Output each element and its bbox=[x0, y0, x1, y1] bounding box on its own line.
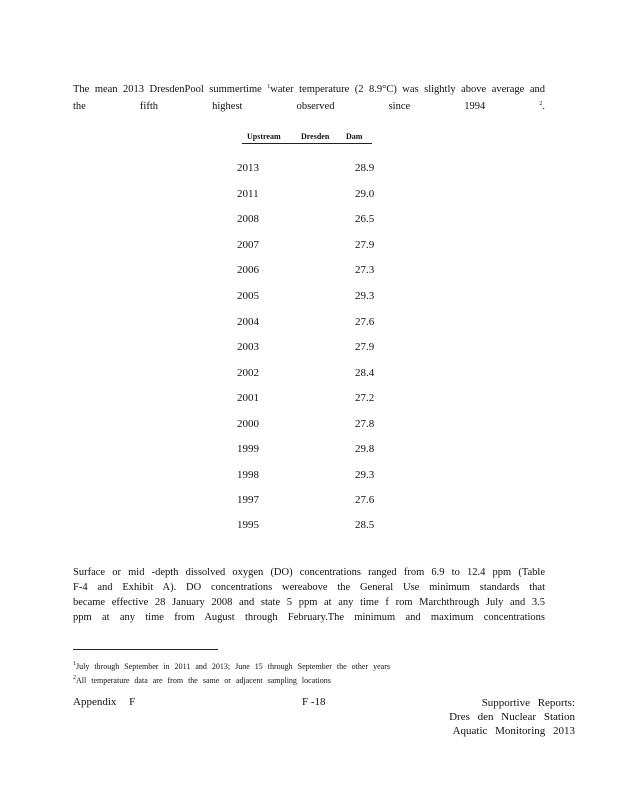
table-year: 2008 bbox=[237, 213, 259, 225]
footer-appendix: Appendix F bbox=[73, 696, 136, 708]
table-value: 27.6 bbox=[355, 316, 375, 328]
table-value: 27.8 bbox=[355, 418, 375, 430]
intro-text-a: The mean 2013 DresdenPool summertime bbox=[73, 84, 262, 95]
table-year: 2000 bbox=[237, 418, 259, 430]
footnote-1-text: July through September in 2011 and 2013; June 15 through September the other years bbox=[76, 662, 390, 671]
do-paragraph bbox=[73, 565, 545, 625]
table-value: 27.9 bbox=[355, 341, 375, 353]
footnote-1 bbox=[73, 661, 390, 671]
table-year: 2006 bbox=[237, 264, 259, 276]
footnote-1-mark: 1 bbox=[73, 661, 76, 667]
table-header-rule bbox=[242, 143, 372, 144]
table-year: 1998 bbox=[237, 469, 259, 481]
table-value: 28.5 bbox=[355, 519, 375, 531]
table-year: 1995 bbox=[237, 519, 259, 531]
table-year: 2007 bbox=[237, 239, 259, 251]
table-year: 2003 bbox=[237, 341, 259, 353]
intro-text-b: water temperature (2 8.9°C) was slightly above average and the fifth highest observed since 1994 bbox=[73, 84, 546, 112]
footnote-ref-2: 2 bbox=[539, 101, 543, 107]
footnote-ref-1: 1 bbox=[267, 84, 271, 90]
footer-report-info bbox=[449, 696, 575, 738]
page-number: F -18 bbox=[302, 696, 326, 708]
intro-paragraph bbox=[73, 80, 545, 114]
table-year: 2005 bbox=[237, 290, 259, 302]
table-value: 27.2 bbox=[355, 392, 375, 404]
table-header-dresden: Dresden bbox=[301, 132, 330, 141]
footnote-2-mark: 2 bbox=[73, 675, 76, 681]
table-header-upstream: Upstream bbox=[247, 132, 281, 141]
footnote-rule bbox=[73, 649, 218, 650]
table-year: 1999 bbox=[237, 443, 259, 455]
table-value: 26.5 bbox=[355, 213, 375, 225]
do-paragraph-line: F-4 and Exhibit A). DO concentrations wereabove the General Use minimum standards that bbox=[73, 582, 545, 593]
table-value: 28.4 bbox=[355, 367, 375, 379]
footer-report-line: Dres den Nuclear Station bbox=[449, 711, 575, 723]
table-value: 29.0 bbox=[355, 188, 375, 200]
table-year: 1997 bbox=[237, 494, 259, 506]
footer-report-line: Aquatic Monitoring 2013 bbox=[452, 725, 575, 737]
table-year: 2004 bbox=[237, 316, 259, 328]
table-value: 29.3 bbox=[355, 469, 375, 481]
do-paragraph-line: Surface or mid -depth dissolved oxygen (DO) concentrations ranged from 6.9 to 12.4 ppm (Table bbox=[73, 567, 545, 578]
table-year: 2002 bbox=[237, 367, 259, 379]
footer-report-line: Supportive Reports: bbox=[481, 697, 575, 709]
table-year: 2013 bbox=[237, 162, 259, 174]
table-year: 2011 bbox=[237, 188, 259, 200]
intro-text-c: . bbox=[542, 101, 545, 112]
table-year: 2001 bbox=[237, 392, 259, 404]
do-paragraph-line: became effective 28 January 2008 and state 5 ppm at any time f rom Marchthrough July and 3.5 bbox=[73, 597, 545, 608]
table-value: 27.9 bbox=[355, 239, 375, 251]
table-value: 29.8 bbox=[355, 443, 375, 455]
table-value: 27.3 bbox=[355, 264, 375, 276]
do-paragraph-line: ppm at any time from August through February.The minimum and maximum concentrations bbox=[73, 612, 545, 623]
footnote-2-text: All temperature data are from the same or adjacent sampling locations bbox=[76, 676, 331, 685]
table-value: 29.3 bbox=[355, 290, 375, 302]
table-value: 27.6 bbox=[355, 494, 375, 506]
table-header-dam: Dam bbox=[346, 132, 363, 141]
footnote-2 bbox=[73, 675, 331, 685]
table-value: 28.9 bbox=[355, 162, 375, 174]
